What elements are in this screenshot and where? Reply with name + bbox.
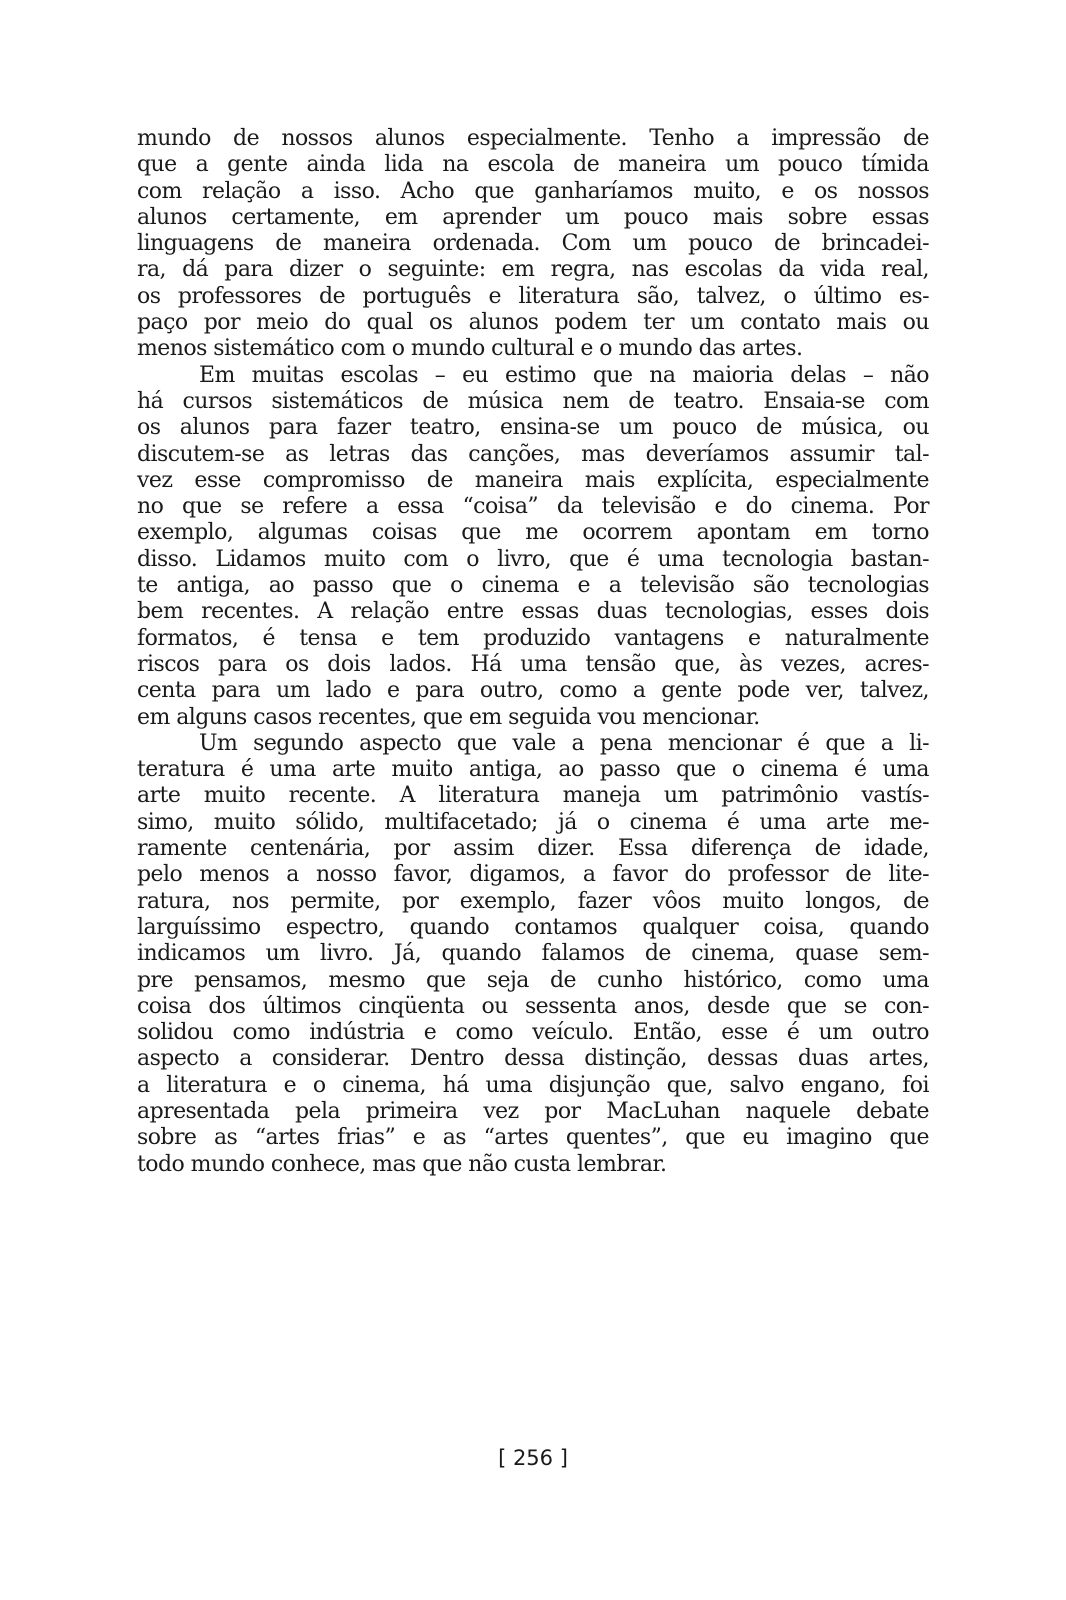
text-line	[137, 494, 929, 520]
text-line-content: pre pensamos, mesmo que seja de cunho histórico, como uma	[137, 967, 929, 993]
text-line	[137, 310, 929, 336]
text-line	[137, 205, 929, 231]
text-line	[137, 915, 929, 941]
text-line-content: a literatura e o cinema, há uma disjunção que, salvo engano, foi	[137, 1072, 929, 1098]
text-line-content: centa para um lado e para outro, como a gente pode ver, talvez,	[137, 678, 929, 704]
text-line	[137, 941, 929, 967]
text-line-content: há cursos sistemáticos de música nem de teatro. Ensaia-se com	[137, 388, 929, 414]
text-line	[137, 231, 929, 257]
text-line-content: pelo menos a nosso favor, digamos, a favor do professor de lite-	[137, 862, 929, 888]
text-line	[137, 363, 929, 389]
text-line	[137, 599, 929, 625]
text-line-content: ramente centenária, por assim dizer. Essa diferença de idade,	[137, 836, 929, 862]
text-line-content: formatos, é tensa e tem produzido vantagens e naturalmente	[137, 625, 929, 651]
text-line	[137, 179, 929, 205]
text-line-content: alunos certamente, em aprender um pouco mais sobre essas	[137, 204, 929, 230]
text-line	[137, 731, 929, 757]
text-line	[137, 389, 929, 415]
text-line-content: riscos para os dois lados. Há uma tensão que, às vezes, acres-	[137, 651, 929, 677]
paragraph	[137, 363, 929, 731]
text-line-content: aspecto a considerar. Dentro dessa distinção, dessas duas artes,	[137, 1046, 929, 1072]
text-line	[137, 994, 929, 1020]
text-line-content: em alguns casos recentes, que em seguida vou mencionar.	[137, 704, 760, 730]
text-line-content: ra, dá para dizer o seguinte: em regra, nas escolas da vida real,	[137, 257, 929, 283]
text-line-content: te antiga, ao passo que o cinema e a televisão são tecnologias	[137, 573, 929, 599]
text-line	[137, 547, 929, 573]
text-line-content: apresentada pela primeira vez por MacLuhan naquele debate	[137, 1098, 929, 1124]
text-line	[137, 1152, 929, 1178]
text-line-content: todo mundo conhece, mas que não custa lembrar.	[137, 1151, 667, 1177]
text-line	[137, 705, 929, 731]
text-line-content: linguagens de maneira ordenada. Com um pouco de brincadei-	[137, 231, 929, 257]
text-line	[137, 862, 929, 888]
text-line-content: sobre as “artes frias” e as “artes quentes”, que eu imagino que	[137, 1125, 929, 1151]
text-line-content: no que se refere a essa “coisa” da televisão e do cinema. Por	[137, 494, 929, 520]
text-line-content: teratura é uma arte muito antiga, ao passo que o cinema é uma	[137, 757, 929, 783]
paragraph	[137, 731, 929, 1178]
text-line	[137, 1020, 929, 1046]
text-line	[137, 783, 929, 809]
text-line-content: indicamos um livro. Já, quando falamos de cinema, quase sem-	[137, 941, 929, 967]
text-line-content: mundo de nossos alunos especialmente. Tenho a impressão de	[137, 126, 929, 151]
text-line-content: exemplo, algumas coisas que me ocorrem apontam em torno	[137, 520, 929, 546]
text-line	[137, 889, 929, 915]
text-line	[137, 1073, 929, 1099]
text-line-content: coisa dos últimos cinqüenta ou sessenta anos, desde que se con-	[137, 993, 929, 1019]
text-line-content: disso. Lidamos muito com o livro, que é uma tecnologia bastan-	[137, 546, 929, 572]
page-number: [ 256 ]	[498, 1446, 568, 1470]
text-line	[137, 152, 929, 178]
text-line-content: Um segundo aspecto que vale a pena mencionar é que a li-	[199, 730, 929, 756]
text-line	[137, 1125, 929, 1151]
text-line	[137, 1099, 929, 1125]
text-line-content: com relação a isso. Acho que ganharíamos muito, e os nossos	[137, 178, 929, 204]
text-line-content: que a gente ainda lida na escola de maneira um pouco tímida	[137, 152, 929, 178]
paragraph	[137, 126, 929, 363]
text-line	[137, 836, 929, 862]
text-line	[137, 468, 929, 494]
text-line-content: menos sistemático com o mundo cultural e o mundo das artes.	[137, 336, 803, 362]
text-line	[137, 520, 929, 546]
text-line-content: os professores de português e literatura são, talvez, o último es-	[137, 283, 929, 309]
text-line-content: bem recentes. A relação entre essas duas tecnologias, esses dois	[137, 599, 929, 625]
text-line	[137, 573, 929, 599]
text-line	[137, 810, 929, 836]
text-line	[137, 126, 929, 152]
text-line-content: solidou como indústria e como veículo. Então, esse é um outro	[137, 1020, 929, 1046]
text-line	[137, 678, 929, 704]
text-line	[137, 257, 929, 283]
text-line-content: discutem-se as letras das canções, mas deveríamos assumir tal-	[137, 441, 929, 467]
text-line	[137, 415, 929, 441]
text-line	[137, 652, 929, 678]
body-text	[137, 126, 929, 1178]
text-line-content: larguíssimo espectro, quando contamos qualquer coisa, quando	[137, 914, 929, 940]
text-line-content: os alunos para fazer teatro, ensina-se um pouco de música, ou	[137, 415, 929, 441]
text-line	[137, 442, 929, 468]
text-line	[137, 284, 929, 310]
text-line	[137, 626, 929, 652]
text-line-content: arte muito recente. A literatura maneja um patrimônio vastís-	[137, 783, 929, 809]
text-line	[137, 757, 929, 783]
text-line	[137, 336, 929, 362]
text-line	[137, 968, 929, 994]
text-line-content: vez esse compromisso de maneira mais explícita, especialmente	[137, 467, 929, 493]
text-line-content: paço por meio do qual os alunos podem ter um contato mais ou	[137, 310, 929, 336]
text-line-content: ratura, nos permite, por exemplo, fazer vôos muito longos, de	[137, 888, 929, 914]
text-line-content: Em muitas escolas – eu estimo que na maioria delas – não	[199, 362, 929, 388]
text-line	[137, 1046, 929, 1072]
text-line-content: simo, muito sólido, multifacetado; já o cinema é uma arte me-	[137, 809, 929, 835]
